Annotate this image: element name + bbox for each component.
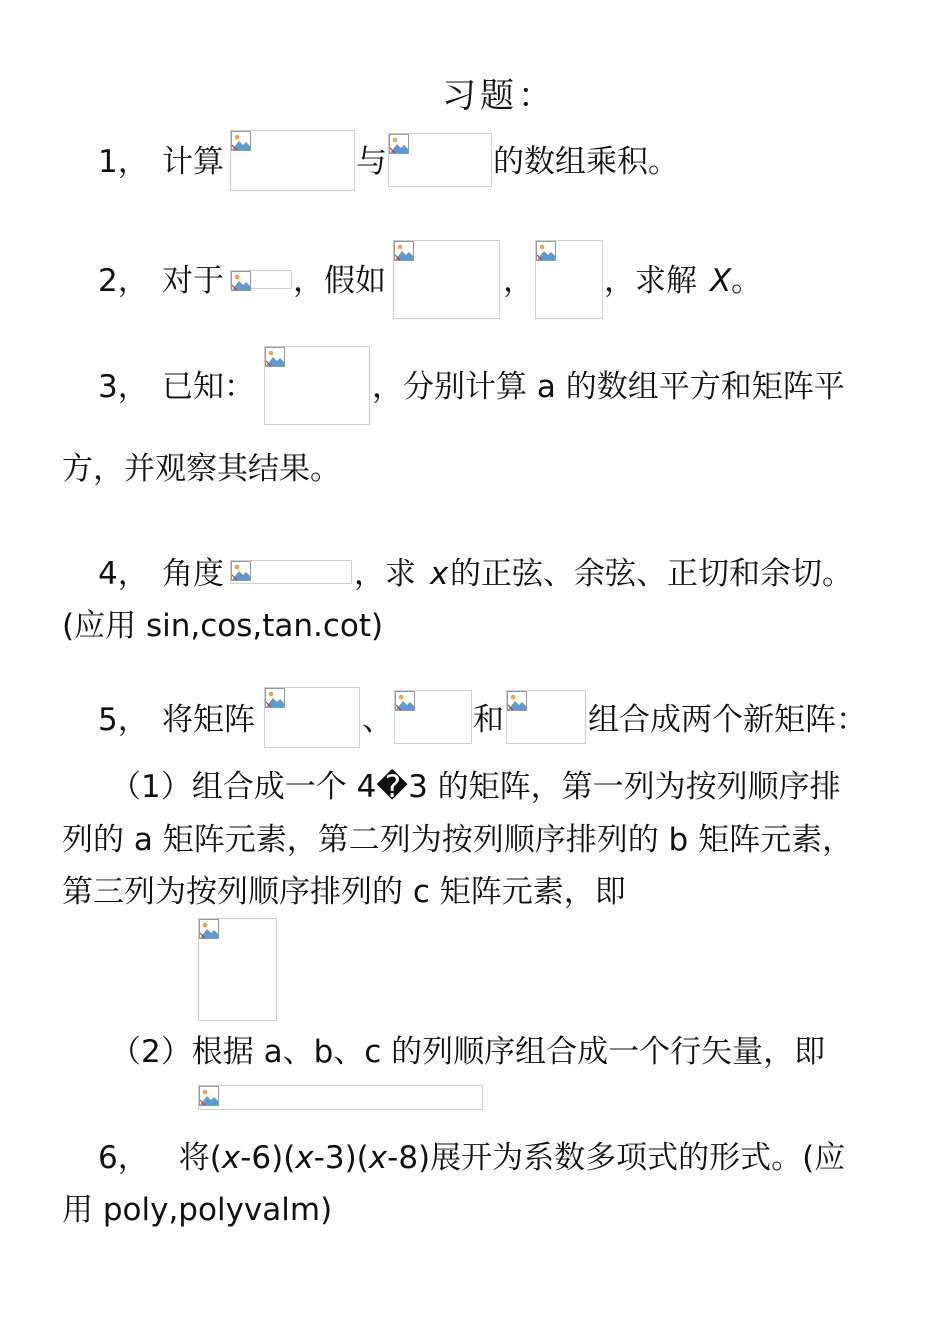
broken-image-icon — [394, 241, 414, 261]
q5-text-d: 组合成两个新矩阵： — [588, 702, 867, 738]
broken-image-icon — [395, 691, 415, 711]
q3-text-b: ，分别计算 a 的数组平方和矩阵平 — [372, 369, 845, 405]
q6-variable-x3: x — [368, 1140, 388, 1176]
q2-text-b: ，假如 — [293, 263, 386, 299]
q5-result-matrix-image — [198, 918, 277, 1021]
q2-text-d: ，求解 — [604, 263, 697, 299]
broken-image-icon — [265, 688, 285, 708]
broken-image-icon — [265, 347, 285, 367]
q5-matrix-image-a — [264, 687, 360, 748]
q2-number: 2， — [98, 263, 149, 299]
page-title: 习题： — [442, 76, 556, 116]
q5-part1-line2: 列的 a 矩阵元素，第二列为按列顺序排列的 b 矩阵元素， — [62, 822, 854, 858]
broken-image-icon — [199, 919, 219, 939]
broken-image-icon — [231, 561, 251, 581]
q6-number: 6， — [98, 1140, 149, 1176]
q1-matrix-image-b — [388, 133, 492, 187]
q6-variable-x2: x — [295, 1140, 314, 1176]
broken-image-icon — [231, 131, 251, 151]
q5-part2-line1: （2）根据 a、b、c 的列顺序组合成一个行矢量，即 — [110, 1034, 826, 1070]
q6-text-c: -3)( — [313, 1140, 369, 1176]
q5-row-vector-image — [198, 1085, 483, 1110]
q2-matrix-image-c — [535, 240, 603, 319]
broken-image-icon — [536, 241, 556, 261]
q4-text-d: 的正弦、余弦、正切和余切。 — [450, 556, 853, 592]
q5-matrix-image-c — [506, 690, 586, 744]
q5-matrix-image-b — [394, 690, 472, 744]
q1-text-c: 的数组乘积。 — [493, 144, 679, 180]
q6-text-d: -8)展开为系数多项式的形式。(应 — [387, 1140, 846, 1176]
q2-text-c: ， — [503, 263, 534, 299]
q3-number: 3， — [98, 369, 149, 405]
q2-matrix-image-b — [393, 240, 500, 319]
q4-text-a: 角度 — [162, 556, 224, 592]
q5-number: 5， — [98, 702, 149, 738]
q2-text-f: 。 — [731, 263, 762, 299]
q1-text-b: 与 — [356, 144, 387, 180]
q5-text-c: 和 — [473, 702, 504, 738]
broken-image-icon — [231, 271, 251, 291]
q1-matrix-image-a — [230, 130, 355, 191]
q1-text-a: 计算 — [162, 144, 224, 180]
q6-variable-x1: x — [221, 1140, 241, 1176]
q5-text-b: 、 — [362, 702, 393, 738]
q4-text-b: ，求 — [354, 556, 416, 592]
q3-text-a: 已知： — [162, 369, 255, 405]
broken-image-icon — [507, 691, 527, 711]
broken-image-icon — [199, 1086, 219, 1106]
q2-variable-x: X — [710, 263, 732, 299]
q3-text-line2: 方，并观察其结果。 — [62, 451, 341, 487]
q3-matrix-image — [264, 346, 370, 425]
q1-number: 1， — [98, 144, 149, 180]
q5-part1-line1: （1）组合成一个 4�3 的矩阵，第一列为按列顺序排 — [110, 769, 841, 805]
q4-variable-x: x — [430, 556, 449, 592]
q4-number: 4， — [98, 556, 149, 592]
q2-text-a: 对于 — [162, 263, 224, 299]
q6-line1 — [98, 1138, 845, 1178]
q6-text-a: 将( — [178, 1140, 222, 1176]
q6-text-b: -6)( — [240, 1140, 296, 1176]
broken-image-icon — [389, 134, 409, 154]
q2-image-a — [230, 270, 292, 289]
q4-angle-image — [230, 560, 352, 584]
q6-text-line2: 用 poly,polyvalm) — [62, 1192, 333, 1228]
q5-part1-line3: 第三列为按列顺序排列的 c 矩阵元素，即 — [62, 874, 626, 910]
q4-text-line2: (应用 sin,cos,tan.cot) — [62, 608, 384, 644]
q5-text-a: 将矩阵 — [162, 702, 255, 738]
